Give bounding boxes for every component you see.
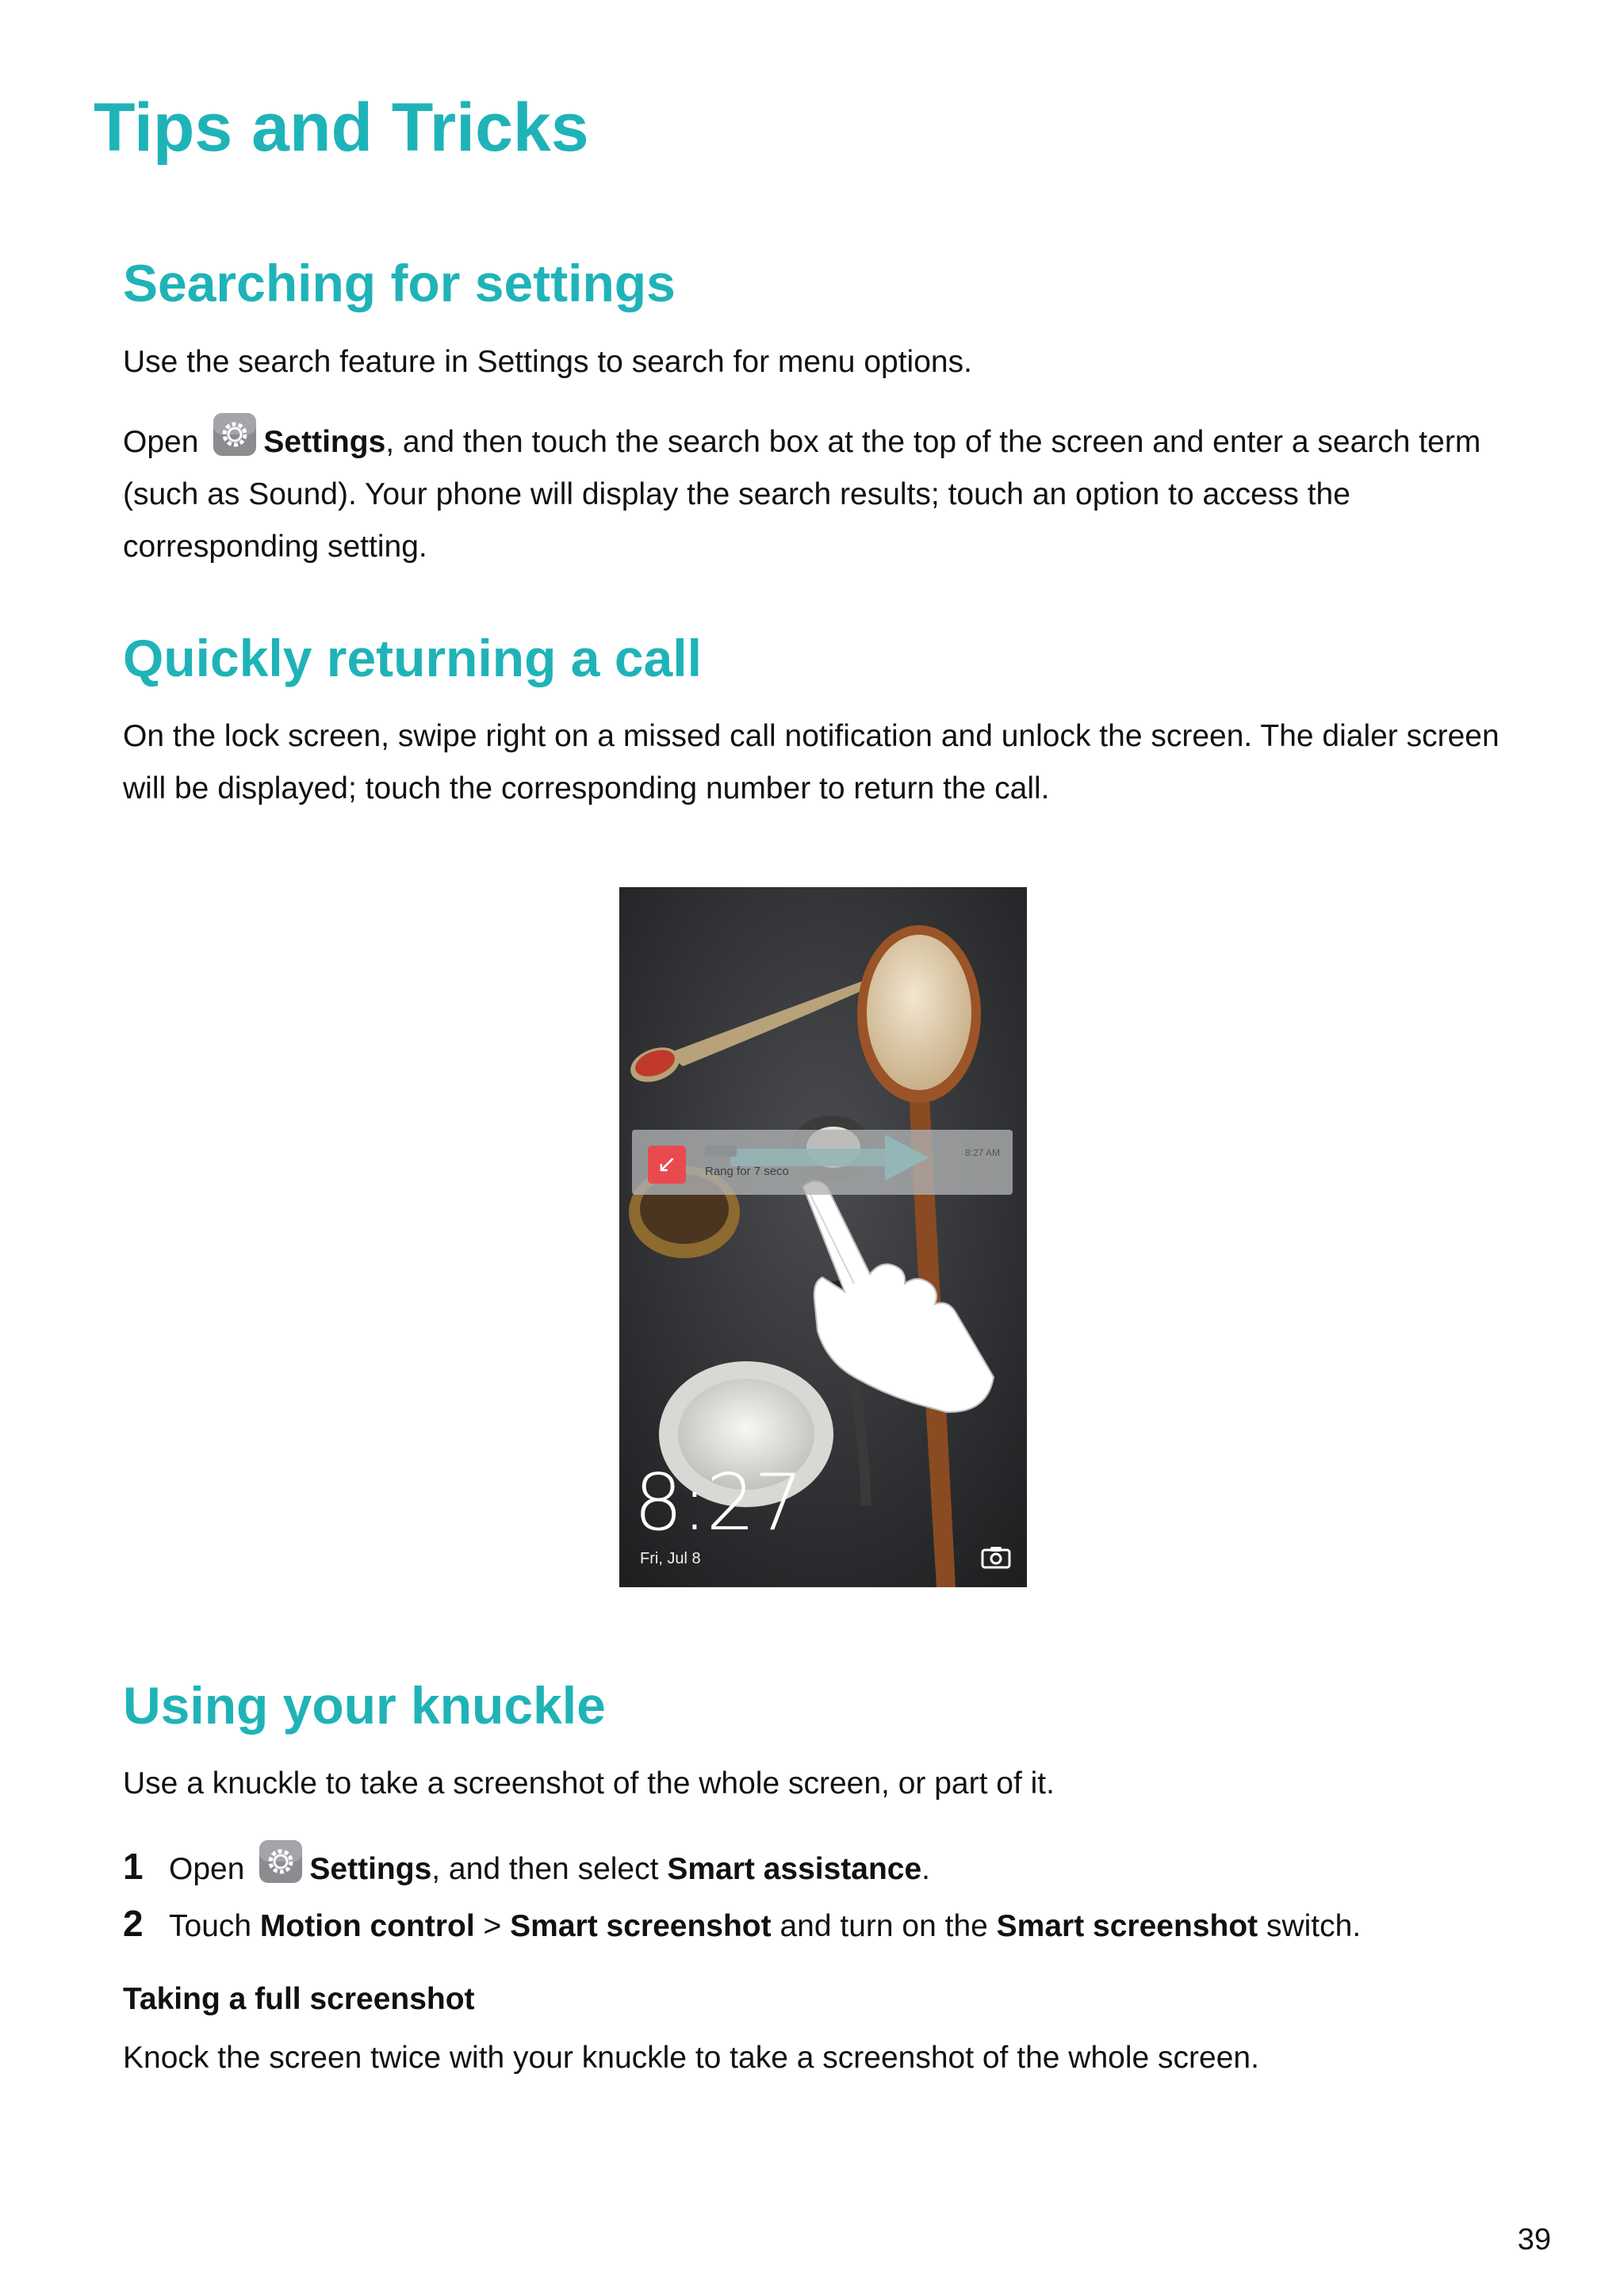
step-2-mid: and turn on the [771,1909,997,1943]
lock-screen-date: Fri, Jul 8 [640,1550,701,1567]
settings-label: Settings [263,425,386,459]
step-1 [123,1839,1550,1892]
settings-label: Settings [309,1852,432,1886]
camera-icon[interactable] [981,1545,1011,1569]
motion-control-label: Motion control [259,1909,475,1943]
notification-text: Rang for 7 seco [705,1165,789,1178]
subheading-full-screenshot: Taking a full screenshot [123,1982,475,2016]
step-number: 1 [123,1846,144,1887]
search-instructions [123,412,1519,573]
search-body: , and then touch the search box at the top of the screen and enter a search term (such as Sound). Your phone will display the search results; touch an option to access the corresponding setting. [123,425,1481,564]
step-number: 2 [123,1903,144,1944]
page-number: 39 [1517,2223,1551,2256]
page-title: Tips and Tricks [94,90,589,166]
step-1-mid: , and then select [431,1852,668,1886]
call-body: On the lock screen, swipe right on a missed call notification and unlock the screen. The dialer screen will be displayed; touch the corresponding number to return the call. [123,719,1500,806]
search-intro: Use the search feature in Settings to search for menu options. [123,345,972,379]
caller-name-blurred [705,1146,737,1157]
step-2 [123,1901,1550,1949]
knuckle-intro: Use a knuckle to take a screenshot of the whole screen, or part of it. [123,1766,1055,1800]
section-title-knuckle: Using your knuckle [123,1676,606,1735]
open-word: Open [123,425,199,459]
missed-call-notification[interactable] [632,1130,1013,1195]
touch-word: Touch [169,1909,252,1943]
full-screenshot-body: Knock the screen twice with your knuckle to take a screenshot of the whole screen. [123,2041,1259,2075]
path-separator: > [474,1909,511,1943]
lock-screen-clock: 8:27 [634,1458,802,1548]
smart-screenshot-label: Smart screenshot [510,1909,772,1943]
step-1-end: . [921,1852,931,1886]
smart-assistance-label: Smart assistance [667,1852,922,1886]
gear-icon [259,1839,303,1884]
missed-call-icon: ↙ [648,1146,686,1184]
section-title-call: Quickly returning a call [123,629,702,687]
open-word: Open [169,1852,245,1886]
smart-screenshot-switch-label: Smart screenshot [996,1909,1258,1943]
step-2-end: switch. [1258,1909,1362,1943]
section-title-search: Searching for settings [123,254,676,312]
gear-icon [213,412,257,457]
lock-screen-illustration [619,887,1027,1587]
notification-time: 8:27 AM [964,1147,1000,1158]
